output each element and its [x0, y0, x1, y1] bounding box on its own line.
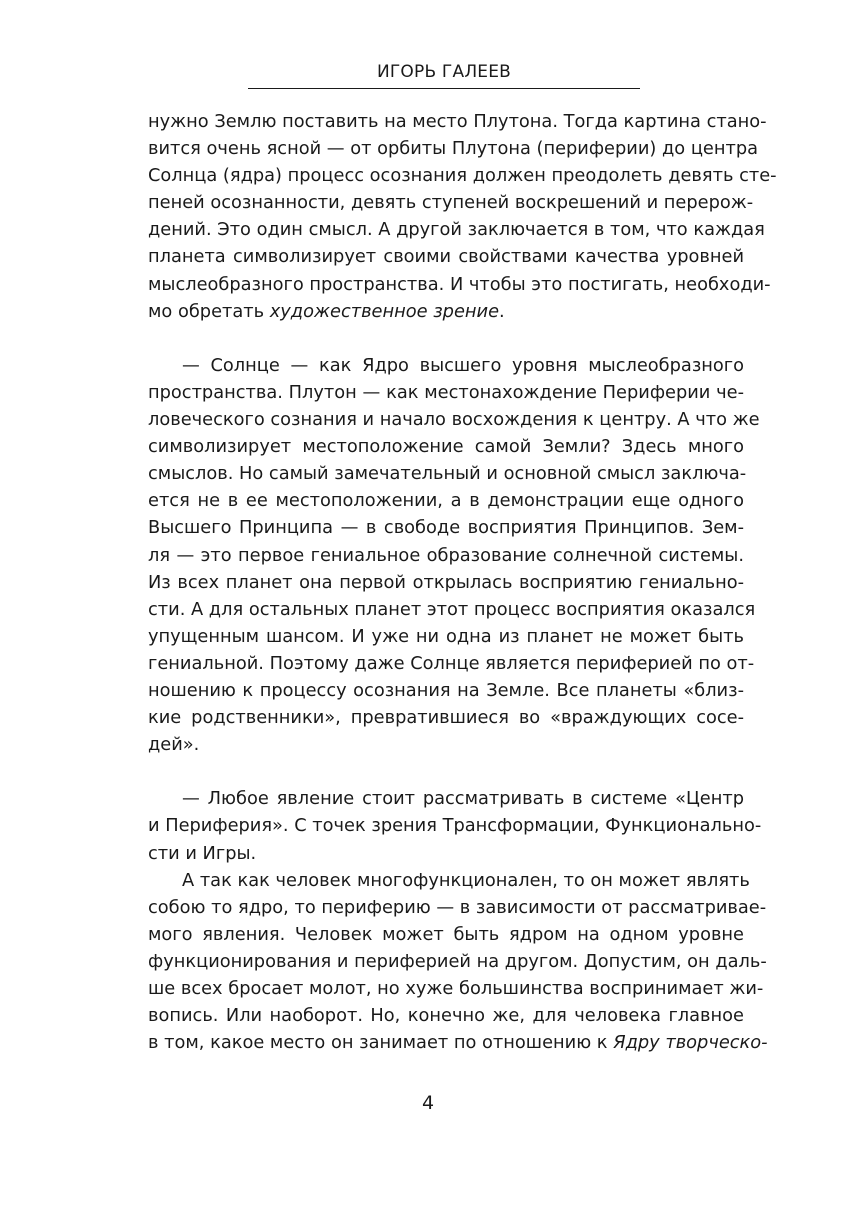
text-line: сти. А для остальных планет этот процесс восприятия оказался [148, 598, 756, 620]
text-line: планета символизирует своими свойствами качества уровней [148, 246, 744, 268]
running-header: ИГОРЬ ГАЛЕЕВ [248, 62, 640, 89]
text-line: дений. Это один смысл. А другой заключается в том, что каждая [148, 219, 765, 241]
text-line: мыслеобразного пространства. И чтобы это постигать, необходи- [148, 273, 771, 295]
text-line: ше всех бросает молот, но хуже большинства воспринимает жи- [148, 978, 764, 999]
text-line: пространства. Плутон — как местонахождение Периферии че- [148, 381, 744, 403]
italic-phrase: художественное зрение [269, 300, 500, 322]
text-fragment: в том, какое место он занимает по отношению к [148, 1032, 614, 1054]
text-line: ля — это первое гениальное образование солнечной системы. [148, 544, 744, 566]
text-line: Высшего Принципа — в свободе восприятия Принципов. Зем- [148, 517, 744, 539]
paragraph-gap [148, 758, 744, 785]
text-line: упущенным шансом. И уже ни одна из планет не может быть [148, 625, 744, 647]
text-line: ловеческого сознания и начало восхождения к центру. А что же [148, 409, 760, 431]
text-line: вится очень ясной — от орбиты Плутона (периферии) до центра [148, 138, 759, 160]
text-line: гениальной. Поэтому даже Солнце является периферией по от- [148, 652, 755, 674]
text-line: Солнца (ядра) процесс осознания должен преодолеть девять сте- [148, 165, 777, 187]
text-line: смыслов. Но самый замечательный и основной смысл заключа- [148, 463, 747, 485]
text-fragment: мо обретать [148, 300, 270, 322]
text-line: мого явления. Человек может быть ядром на одном уровне [148, 923, 744, 945]
text-line: — Солнце — как Ядро высшего уровня мыслеобразного [182, 354, 744, 376]
text-line: ношению к процессу осознания на Земле. Все планеты «близ- [148, 679, 744, 701]
italic-phrase: Ядру творческо- [613, 1032, 768, 1054]
text-line: пеней осознанности, девять ступеней воскрешений и перерож- [148, 192, 754, 214]
text-line: нужно Землю поставить на место Плутона. Тогда картина стано- [148, 111, 767, 132]
text-line: сти и Игры. [148, 842, 257, 864]
text-line: собою то ядро, то периферию — в зависимости от рассматривае- [148, 896, 767, 918]
text-line: и Периферия». С точек зрения Трансформации, Функционально- [148, 815, 762, 837]
text-line: — Любое явление стоит рассматривать в системе «Центр [182, 788, 744, 810]
text-line: А так как человек многофункционален, то он может являть [182, 869, 750, 891]
text-line: вопись. Или наоборот. Но, конечно же, для человека главное [148, 1005, 744, 1027]
text-line: дей». [148, 734, 200, 756]
text-line: кие родственники», превратившиеся во «враждующих сосе- [148, 707, 744, 729]
text-line: функционирования и периферией на другом. Допустим, он даль- [148, 950, 767, 972]
text-fragment: . [499, 300, 505, 322]
text-line [148, 1029, 768, 1056]
page-number: 4 [421, 1092, 435, 1114]
text-line: Из всех планет она первой открылась восприятию гениально- [148, 571, 744, 593]
text-line: ется не в ее местоположении, а в демонстрации еще одного [148, 490, 744, 512]
paragraph-gap [148, 325, 744, 352]
body-text [148, 108, 777, 1056]
text-line: символизирует местоположение самой Земли? Здесь много [148, 436, 744, 458]
text-line [148, 298, 744, 325]
